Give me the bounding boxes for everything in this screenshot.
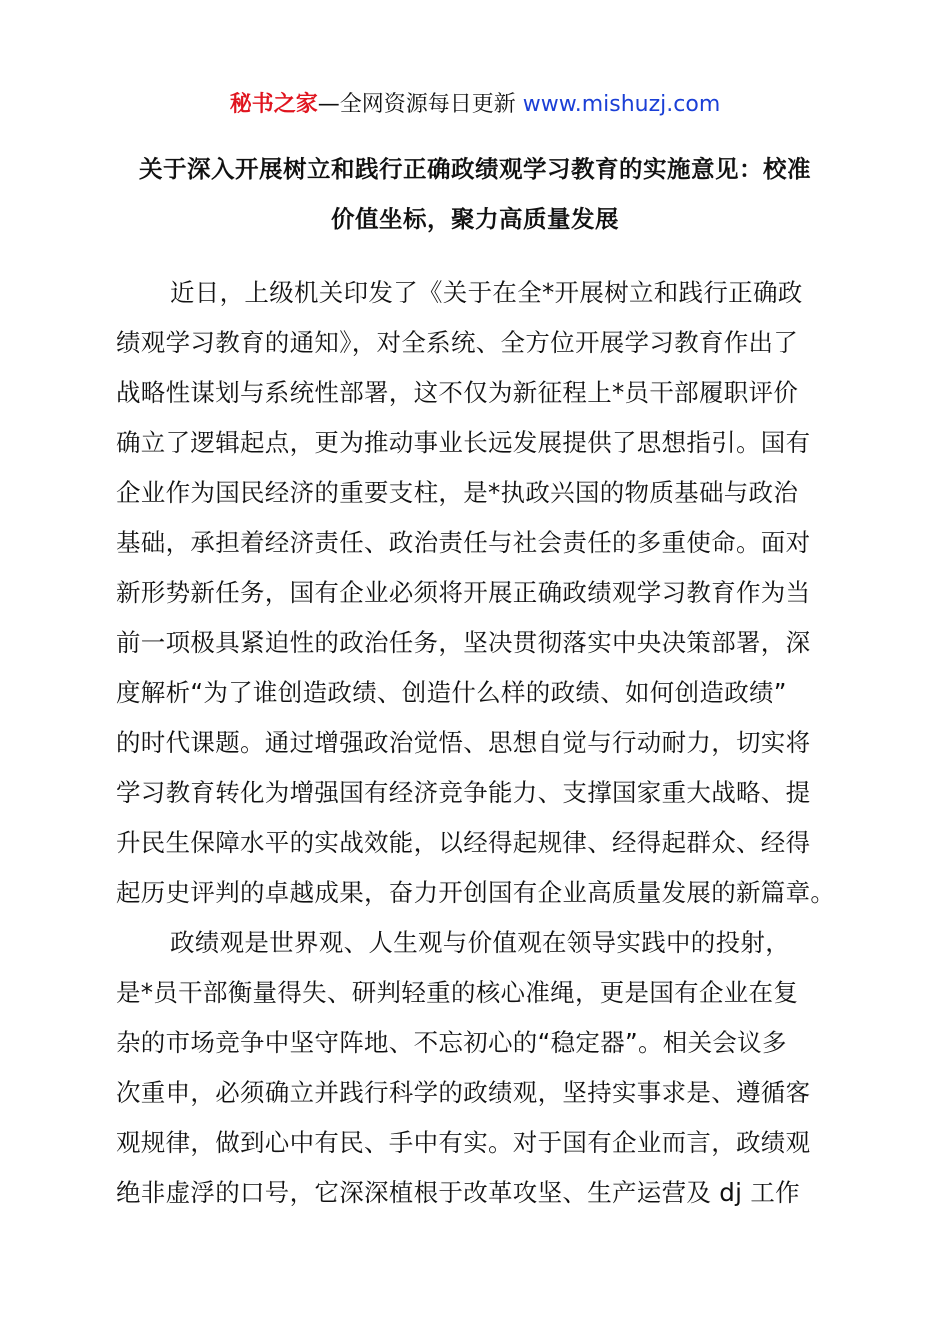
paragraph-2-line: 次重申，必须确立并践行科学的政绩观，坚持实事求是、遵循客 — [116, 1078, 811, 1107]
paragraph-1-line: 绩观学习教育的通知》，对全系统、全方位开展学习教育作出了 — [116, 328, 799, 357]
paragraph-1-line: 确立了逻辑起点，更为推动事业长远发展提供了思想指引。国有 — [116, 428, 811, 457]
site-header — [0, 88, 950, 122]
site-url[interactable]: www.mishuzj.com — [522, 92, 721, 117]
document-body — [116, 268, 836, 1218]
paragraph-2-line: 杂的市场竞争中坚守阵地、不忘初心的“稳定器”。相关会议多 — [116, 1028, 787, 1057]
paragraph-2-line: 绝非虚浮的口号，它深深植根于改革攻坚、生产运营及 dj 工作 — [116, 1178, 800, 1207]
paragraph-1-line: 的时代课题。通过增强政治觉悟、思想自觉与行动耐力，切实将 — [116, 728, 811, 757]
paragraph-1-line: 度解析“为了谁创造政绩、创造什么样的政绩、如何创造政绩” — [116, 678, 787, 707]
paragraph-2-line: 是*员干部衡量得失、研判轻重的核心准绳，更是国有企业在复 — [116, 978, 799, 1007]
title-line: 关于深入开展树立和践行正确政绩观学习教育的实施意见：校准 — [139, 155, 811, 183]
paragraph-1-line: 起历史评判的卓越成果，奋力开创国有企业高质量发展的新篇章。 — [116, 878, 836, 907]
header-tagline: —全网资源每日更新 — [317, 92, 516, 117]
paragraph-1-line: 企业作为国民经济的重要支柱，是*执政兴国的物质基础与政治 — [116, 478, 799, 507]
paragraph-1-line: 战略性谋划与系统性部署，这不仅为新征程上*员干部履职评价 — [116, 378, 799, 407]
paragraph-1-line: 基础，承担着经济责任、政治责任与社会责任的多重使命。面对 — [116, 528, 811, 557]
paragraph-2-line: 观规律，做到心中有民、手中有实。对于国有企业而言，政绩观 — [116, 1128, 811, 1157]
paragraph-1-line: 升民生保障水平的实战效能，以经得起规律、经得起群众、经得 — [116, 828, 811, 857]
paragraph-1-line: 学习教育转化为增强国有经济竞争能力、支撑国家重大战略、提 — [116, 778, 811, 807]
brand-name: 秘书之家 — [229, 92, 318, 117]
title-line: 价值坐标，聚力高质量发展 — [331, 205, 619, 233]
paragraph-1-line: 前一项极具紧迫性的政治任务，坚决贯彻落实中央决策部署，深 — [116, 628, 811, 657]
paragraph-1-line: 新形势新任务，国有企业必须将开展正确政绩观学习教育作为当 — [116, 578, 811, 607]
paragraph-1-line: 近日，上级机关印发了《关于在全*开展树立和践行正确政 — [170, 278, 803, 307]
document-title — [110, 144, 840, 244]
paragraph-2-line: 政绩观是世界观、人生观与价值观在领导实践中的投射， — [170, 928, 790, 957]
